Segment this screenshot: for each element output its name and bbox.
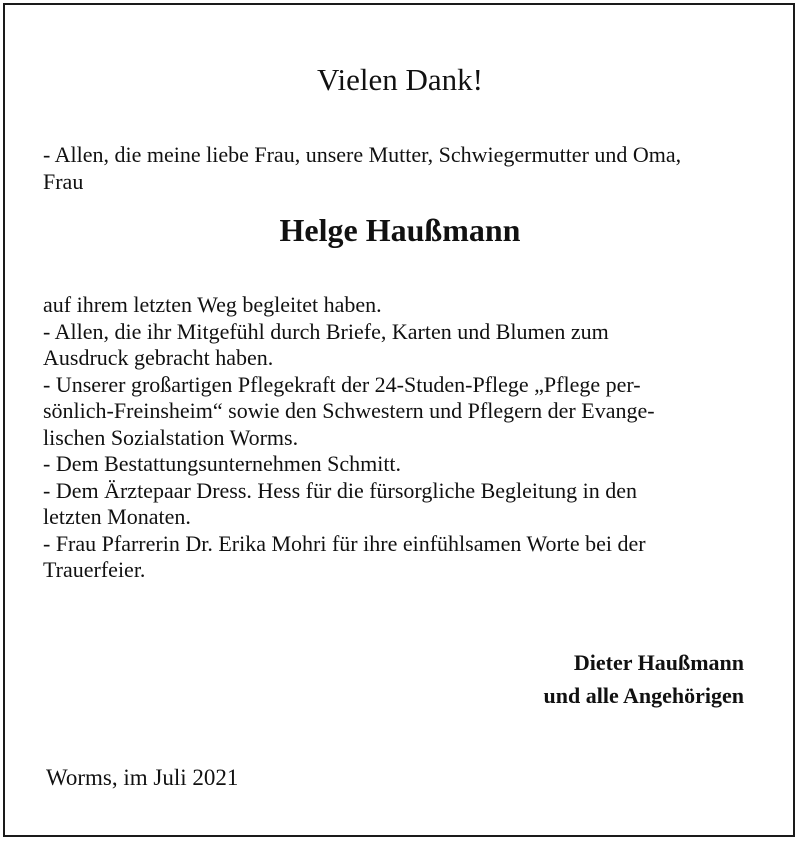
signature-line: Dieter Haußmann (573, 650, 744, 675)
deceased-name: Helge Haußmann (279, 212, 521, 248)
thanks-line: - Dem Ärztepaar Dress. Hess für die fürsorgliche Begleitung in den (43, 477, 638, 503)
thanks-line: Ausdruck gebracht haben. (43, 345, 274, 370)
intro-line: - Allen, die meine liebe Frau, unsere Mutter, Schwiegermutter und Oma, (43, 142, 682, 167)
thanks-line: letzten Monaten. (43, 504, 191, 529)
thanks-line: lischen Sozialstation Worms. (43, 424, 299, 450)
notice-title: Vielen Dank! (317, 62, 483, 97)
thanks-line: sönlich-Freinsheim“ sowie den Schwestern und Pflegern der Evange- (43, 398, 655, 423)
thanks-line: - Dem Bestattungsunternehmen Schmitt. (43, 451, 402, 476)
thanks-line: - Frau Pfarrerin Dr. Erika Mohri für ihre einfühlsamen Worte bei der (43, 530, 646, 556)
intro-text (43, 141, 763, 195)
thanks-line: Trauerfeier. (43, 557, 146, 582)
place-date: Worms, im Juli 2021 (46, 765, 239, 790)
signature-line: und alle Angehörigen (543, 683, 744, 708)
signature-block (544, 646, 744, 712)
thanks-line: - Unserer großartigen Pflegekraft der 24-Studen-Pflege „Pflege per- (43, 371, 641, 397)
thanks-line: auf ihrem letzten Weg begleitet haben. (43, 292, 382, 317)
thanks-line: - Allen, die ihr Mitgefühl durch Briefe, Karten und Blumen zum (43, 318, 609, 344)
intro-line: Frau (43, 169, 84, 194)
thanks-text (43, 292, 773, 584)
